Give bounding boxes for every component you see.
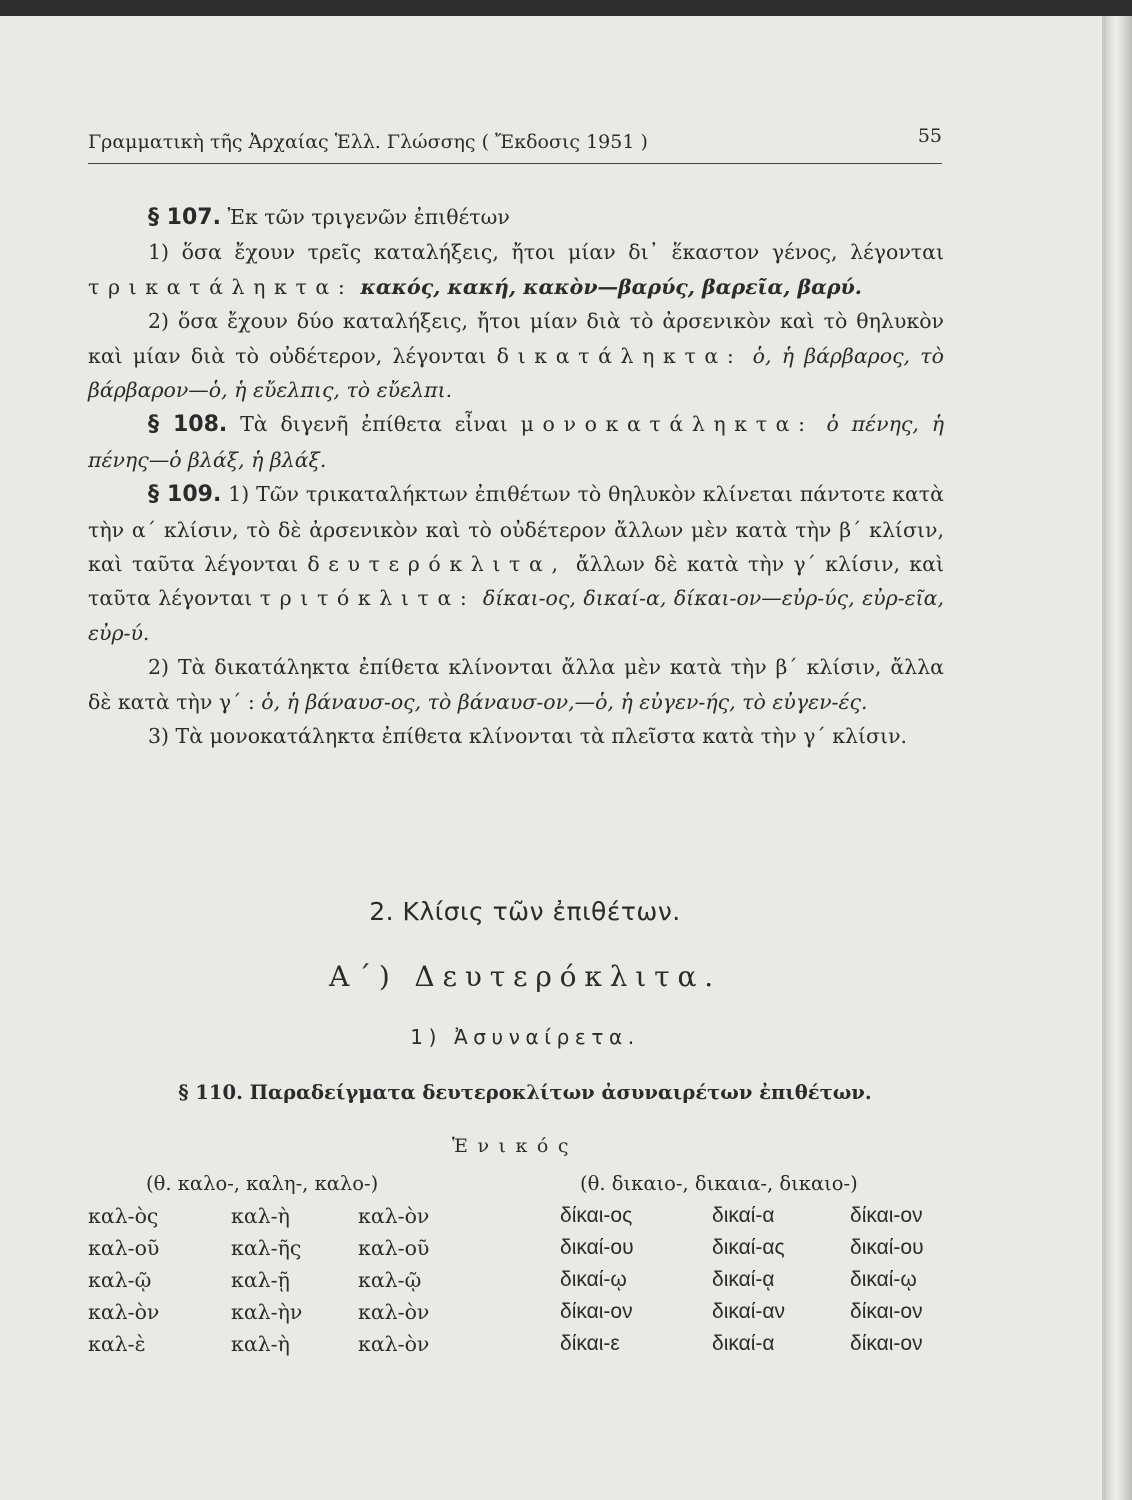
section-number: § 109. [148, 482, 222, 508]
paragraph-107-1 [88, 235, 944, 304]
spaced-term: δικατάληκτα: [496, 343, 743, 368]
example-forms: ὁ πένης, ἡ πένης—ὁ βλάξ, ἡ βλάξ. [88, 412, 944, 472]
table-cell: καλ-ὲ [88, 1332, 146, 1356]
table-cell: καλ-ῇ [231, 1268, 290, 1292]
spaced-term: τριτόκλιτα: [259, 586, 476, 611]
table-cell: δικαί-ου [850, 1236, 924, 1259]
text-run: 1) ὅσα ἔχουν τρεῖς καταλήξεις, ἤτοι μίαν δι᾽ ἕκαστον γένος, λέγονται [148, 240, 944, 265]
text-run: 2) Τὰ δικατάληκτα ἐπίθετα κλίνονται ἄλλα μὲν κατὰ τὴν β΄ κλίσιν, ἄλλα δὲ κατὰ τὴν γ΄ : [88, 655, 944, 714]
running-header [88, 125, 942, 164]
table-cell: δικαί-ου [560, 1236, 634, 1259]
table-cell: δίκαι-ον [560, 1300, 633, 1323]
table-cell: δικαί-αν [712, 1300, 786, 1323]
table-cell: δίκαι-ον [850, 1332, 923, 1355]
number-heading: Ἑνικός [452, 1135, 578, 1157]
table-cell: καλ-ὸς [88, 1204, 159, 1228]
text-run: 2) ὅσα ἔχουν δύο καταλήξεις, ἤτοι μίαν διὰ τὸ ἀρσενικὸν καὶ τὸ θηλυκὸν καὶ μίαν διὰ τὸ οὐδέτερον, λέγονται [88, 309, 944, 368]
table-cell: καλ-ὸν [358, 1300, 430, 1324]
chapter-heading: 2. Κλίσις τῶν ἐπιθέτων. [369, 897, 681, 926]
running-title: Γραμματικὴ τῆς Ἀρχαίας Ἑλλ. Γλώσσης ( Ἔκδοσις 1951 ) [88, 131, 648, 153]
section-title: Ἐκ τῶν τριγενῶν ἐπιθέτων [220, 205, 510, 229]
section-number: § 107. [148, 205, 221, 230]
spaced-term: τρικατάληκτα: [88, 274, 354, 299]
table-cell: καλ-ὸν [88, 1300, 160, 1324]
example-forms: δίκαι-ος, δικαί-α, δίκαι-ον—εὐρ-ύς, εὐρ-εῖα, εὐρ-ύ. [88, 586, 944, 645]
scan-top-edge [0, 0, 1132, 16]
table-cell: δίκαι-ον [850, 1300, 923, 1323]
paragraph-109-1 [88, 477, 944, 650]
paragraph-109-3: 3) Τὰ μονοκατάληκτα ἐπίθετα κλίνονται τὰ πλεῖστα κατὰ τὴν γ΄ κλίσιν. [148, 724, 908, 749]
spaced-term: μονοκατάληκτα: [520, 412, 814, 437]
table-cell: δικαί-α [712, 1204, 775, 1227]
section-number: § 108. [148, 412, 228, 438]
table-cell: καλ-ὴ [231, 1204, 290, 1228]
paragraph-107-2 [88, 304, 944, 407]
table-cell: καλ-οῦ [88, 1236, 160, 1260]
example-forms: ὁ, ἡ βάρβαρος, τὸ βάρβαρον—ὁ, ἡ εὔελπις, τὸ εὔελπι. [88, 343, 944, 403]
book-spine-edge [1106, 16, 1132, 1500]
table-cell: δίκαι-ος [560, 1204, 633, 1227]
table-cell: δικαί-ας [712, 1236, 785, 1259]
table-cell: δικαί-ῳ [850, 1268, 917, 1291]
text-run: 1) Τῶν τρικαταλήκτων ἐπιθέτων τὸ θηλυκὸν κλίνεται πάντοτε κατὰ τὴν α΄ κλίσιν, τὸ δὲ ἀρσενικὸν καὶ τὸ οὐδέτερον ἄλλων μὲν κατὰ τὴν β΄ κλίσιν, καὶ ταῦτα λέγονται [88, 482, 944, 577]
paragraph-108 [88, 407, 944, 477]
table-cell: δίκαι-ε [560, 1332, 620, 1355]
paragraph-109-2 [88, 650, 944, 719]
table-cell: καλ-ῆς [231, 1236, 302, 1260]
section-107-heading [88, 200, 944, 235]
table-cell: καλ-ὸν [358, 1204, 430, 1228]
table-cell: δικαί-α [712, 1332, 775, 1355]
table-cell: δικαί-ῳ [560, 1268, 627, 1291]
subchapter-heading: Α΄) Δευτερόκλιτα. [329, 960, 721, 993]
spaced-term: δευτερόκλιτα, [307, 552, 567, 577]
table-cell: καλ-ὴν [231, 1300, 303, 1324]
page-number: 55 [917, 125, 942, 147]
table-cell: δίκαι-ον [850, 1204, 923, 1227]
stem-label-dikaios: (θ. δικαιο-, δικαια-, δικαιο-) [580, 1172, 858, 1195]
section-110-heading: § 110. Παραδείγματα δευτεροκλίτων ἀσυναιρέτων ἐπιθέτων. [178, 1081, 872, 1104]
table-cell: δικαί-ᾳ [712, 1268, 775, 1291]
table-cell: καλ-οῦ [358, 1236, 430, 1260]
text-run: Τὰ διγενῆ ἐπίθετα εἶναι [227, 412, 521, 437]
example-forms: ὁ, ἡ βάναυσ-ος, τὸ βάναυσ-ον,—ὁ, ἡ εὐγεν-ής, τὸ εὐγεν-ές. [261, 689, 868, 714]
table-cell: καλ-ῷ [358, 1268, 422, 1292]
table-cell: καλ-ὴ [231, 1332, 290, 1356]
text-run: ἄλλων δὲ κατὰ τὴν γ΄ κλίσιν, καὶ ταῦτα λέγονται [88, 552, 944, 611]
subsection-heading: 1) Ἀσυναίρετα. [410, 1025, 640, 1049]
table-cell: καλ-ῷ [88, 1268, 152, 1292]
body-text [88, 200, 944, 754]
table-cell: καλ-ὸν [358, 1332, 430, 1356]
stem-label-kalos: (θ. καλο-, καλη-, καλο-) [146, 1172, 379, 1195]
example-forms: κακός, κακή, κακὸν—βαρύς, βαρεῖα, βαρύ. [353, 274, 862, 299]
